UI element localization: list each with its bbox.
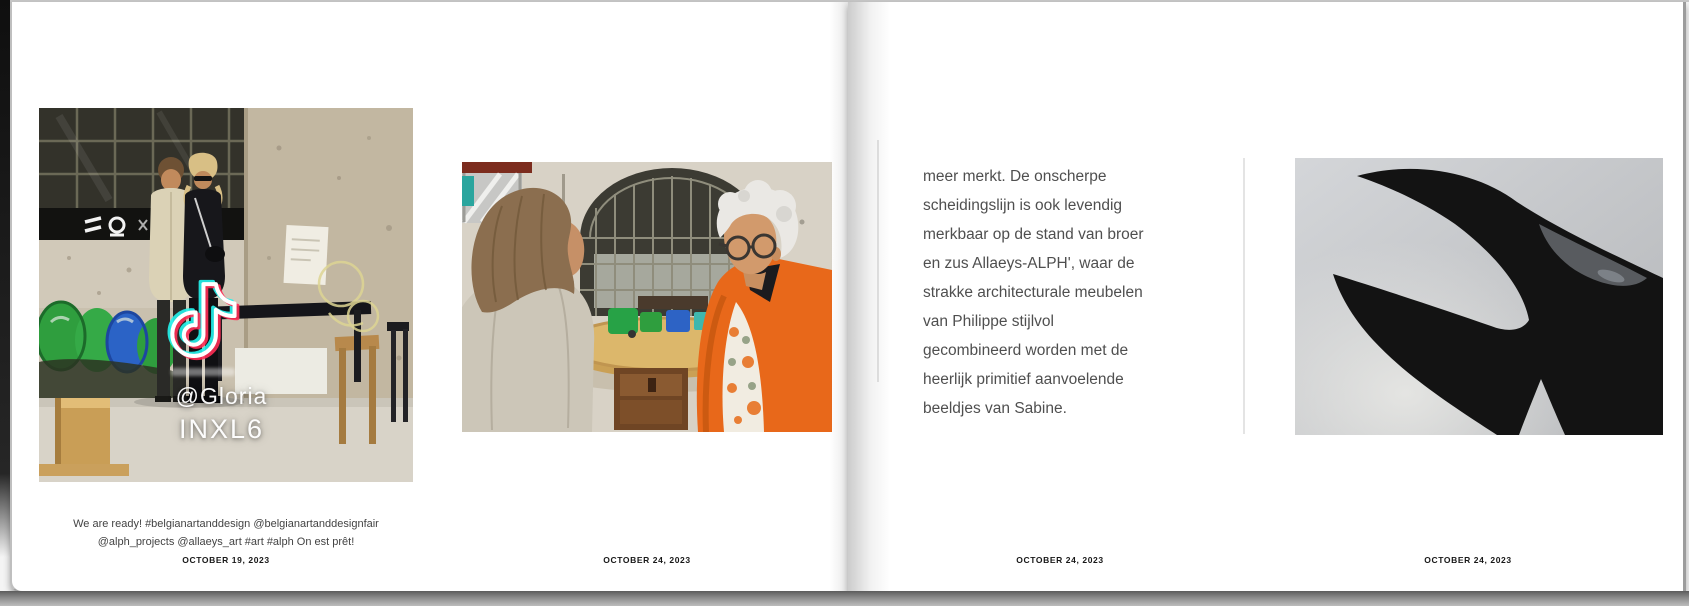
article-line: van Philippe stijlvol bbox=[923, 313, 1054, 330]
article-line: meer merkt. De onscherpe bbox=[923, 168, 1107, 185]
post-date: OCTOBER 24, 2023 bbox=[603, 555, 691, 565]
column-divider bbox=[877, 140, 879, 382]
caption-line-1: We are ready! #belgianartanddesign @belgianartanddesignfair bbox=[73, 518, 379, 530]
wood-cabinet bbox=[614, 368, 688, 430]
post-photo-interview[interactable] bbox=[462, 162, 832, 432]
post-date: OCTOBER 24, 2023 bbox=[1016, 555, 1104, 565]
article-text bbox=[923, 162, 1193, 423]
sculpture-illustration bbox=[1295, 158, 1663, 435]
article-line: merkbaar op de stand van broer bbox=[923, 226, 1144, 243]
article-line: gecombineerd worden met de bbox=[923, 342, 1129, 359]
page-left[interactable] bbox=[10, 2, 850, 593]
post-photo-sculpture[interactable] bbox=[1295, 158, 1663, 435]
article-line: strakke architecturale meubelen bbox=[923, 284, 1143, 301]
gallery-scene-illustration bbox=[39, 108, 413, 482]
overlay-username: @Gloria bbox=[175, 383, 268, 409]
article-line: heerlijk primitief aanvoelende bbox=[923, 371, 1124, 388]
post-caption bbox=[39, 516, 413, 551]
overlay-code: INXL6 bbox=[178, 414, 265, 444]
column-divider bbox=[1243, 158, 1245, 434]
post-date: OCTOBER 19, 2023 bbox=[182, 555, 270, 565]
viewer-bottom-edge bbox=[0, 591, 1689, 606]
page-right[interactable] bbox=[848, 2, 1686, 593]
post-photo-tiktok[interactable] bbox=[39, 108, 413, 482]
post-date: OCTOBER 24, 2023 bbox=[1424, 555, 1512, 565]
article-line: en zus Allaeys-ALPH', waar de bbox=[923, 255, 1135, 272]
viewer-left-edge bbox=[0, 0, 10, 557]
interview-scene-illustration bbox=[462, 162, 832, 432]
caption-line-2: @alph_projects @allaeys_art #art #alph On est prêt! bbox=[97, 535, 355, 548]
article-line: beeldjes van Sabine. bbox=[923, 400, 1067, 417]
article-line: scheidingslijn is ook levendig bbox=[923, 197, 1123, 214]
